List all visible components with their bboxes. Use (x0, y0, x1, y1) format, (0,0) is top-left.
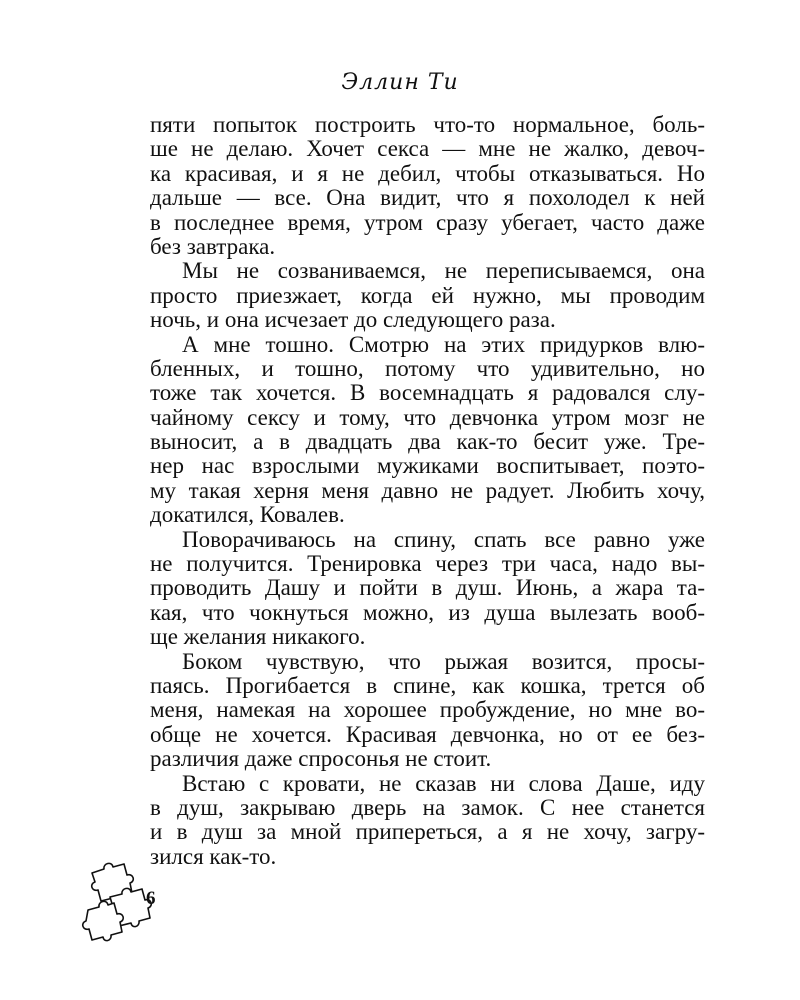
text-line: выносит, а в двадцать два как-то бесит уже. Тре- (150, 429, 705, 455)
body-text (150, 113, 705, 869)
text-line: пяти попыток построить что-то нормальное, боль- (150, 112, 705, 137)
text-line: и в душ за мной припереться, а я не хочу, загру- (150, 819, 705, 845)
page-number: 6 (146, 888, 156, 909)
text-line: нер нас взрослыми мужиками воспитывает, поэто- (150, 453, 705, 479)
text-line: различия даже спросонья не стоит. (150, 746, 492, 772)
text-line: ка красивая, и я не дебил, чтобы отказываться. Но (150, 160, 705, 186)
text-line: Боком чувствую, что рыжая возится, просы- (182, 648, 705, 674)
text-line: Встаю с кровати, не сказав ни слова Даше, иду (182, 770, 705, 796)
text-line: кая, что чокнуться можно, из душа вылезать вооб- (150, 599, 705, 625)
text-line: зился как-то. (150, 843, 277, 869)
text-line: проводить Дашу и пойти в душ. Июнь, а жара та- (150, 575, 705, 601)
text-line: му такая херня меня давно не радует. Любить хочу, (150, 477, 705, 503)
text-line: докатился, Ковалев. (150, 502, 345, 528)
text-line: дальше — все. Она видит, что я похолодел к ней (150, 185, 705, 211)
text-line: чайному сексу и тому, что девчонка утром мозг не (150, 404, 705, 430)
text-line: в последнее время, утром сразу убегает, часто даже (150, 209, 705, 235)
text-line: Поворачиваюсь на спину, спать все равно уже (182, 526, 705, 552)
text-line: ше не делаю. Хочет секса — мне не жалко, девоч- (150, 136, 705, 162)
text-line: ще желания никакого. (150, 624, 366, 650)
text-line: Мы не созваниваемся, не переписываемся, она (182, 258, 705, 284)
text-line: не получится. Тренировка через три часа, надо вы- (150, 551, 705, 577)
text-line: А мне тошно. Смотрю на этих придурков влю- (182, 331, 705, 357)
running-head-author: Эллин Ти (341, 70, 459, 95)
text-line: меня, намекая на хорошее пробуждение, но мне во- (150, 697, 705, 723)
text-line: бленных, и тошно, потому что удивительно, но (150, 355, 705, 381)
text-line: ночь, и она исчезает до следующего раза. (150, 307, 556, 333)
text-line: тоже так хочется. В восемнадцать я радовался слу- (150, 380, 705, 406)
text-line: в душ, закрываю дверь на замок. С нее станется (150, 794, 705, 820)
text-line: без завтрака. (150, 233, 276, 259)
text-line: просто приезжает, когда ей нужно, мы проводим (150, 282, 705, 308)
text-line: обще не хочется. Красивая девчонка, но от ее без- (150, 721, 705, 747)
text-line: паясь. Прогибается в спине, как кошка, трется об (150, 672, 705, 698)
